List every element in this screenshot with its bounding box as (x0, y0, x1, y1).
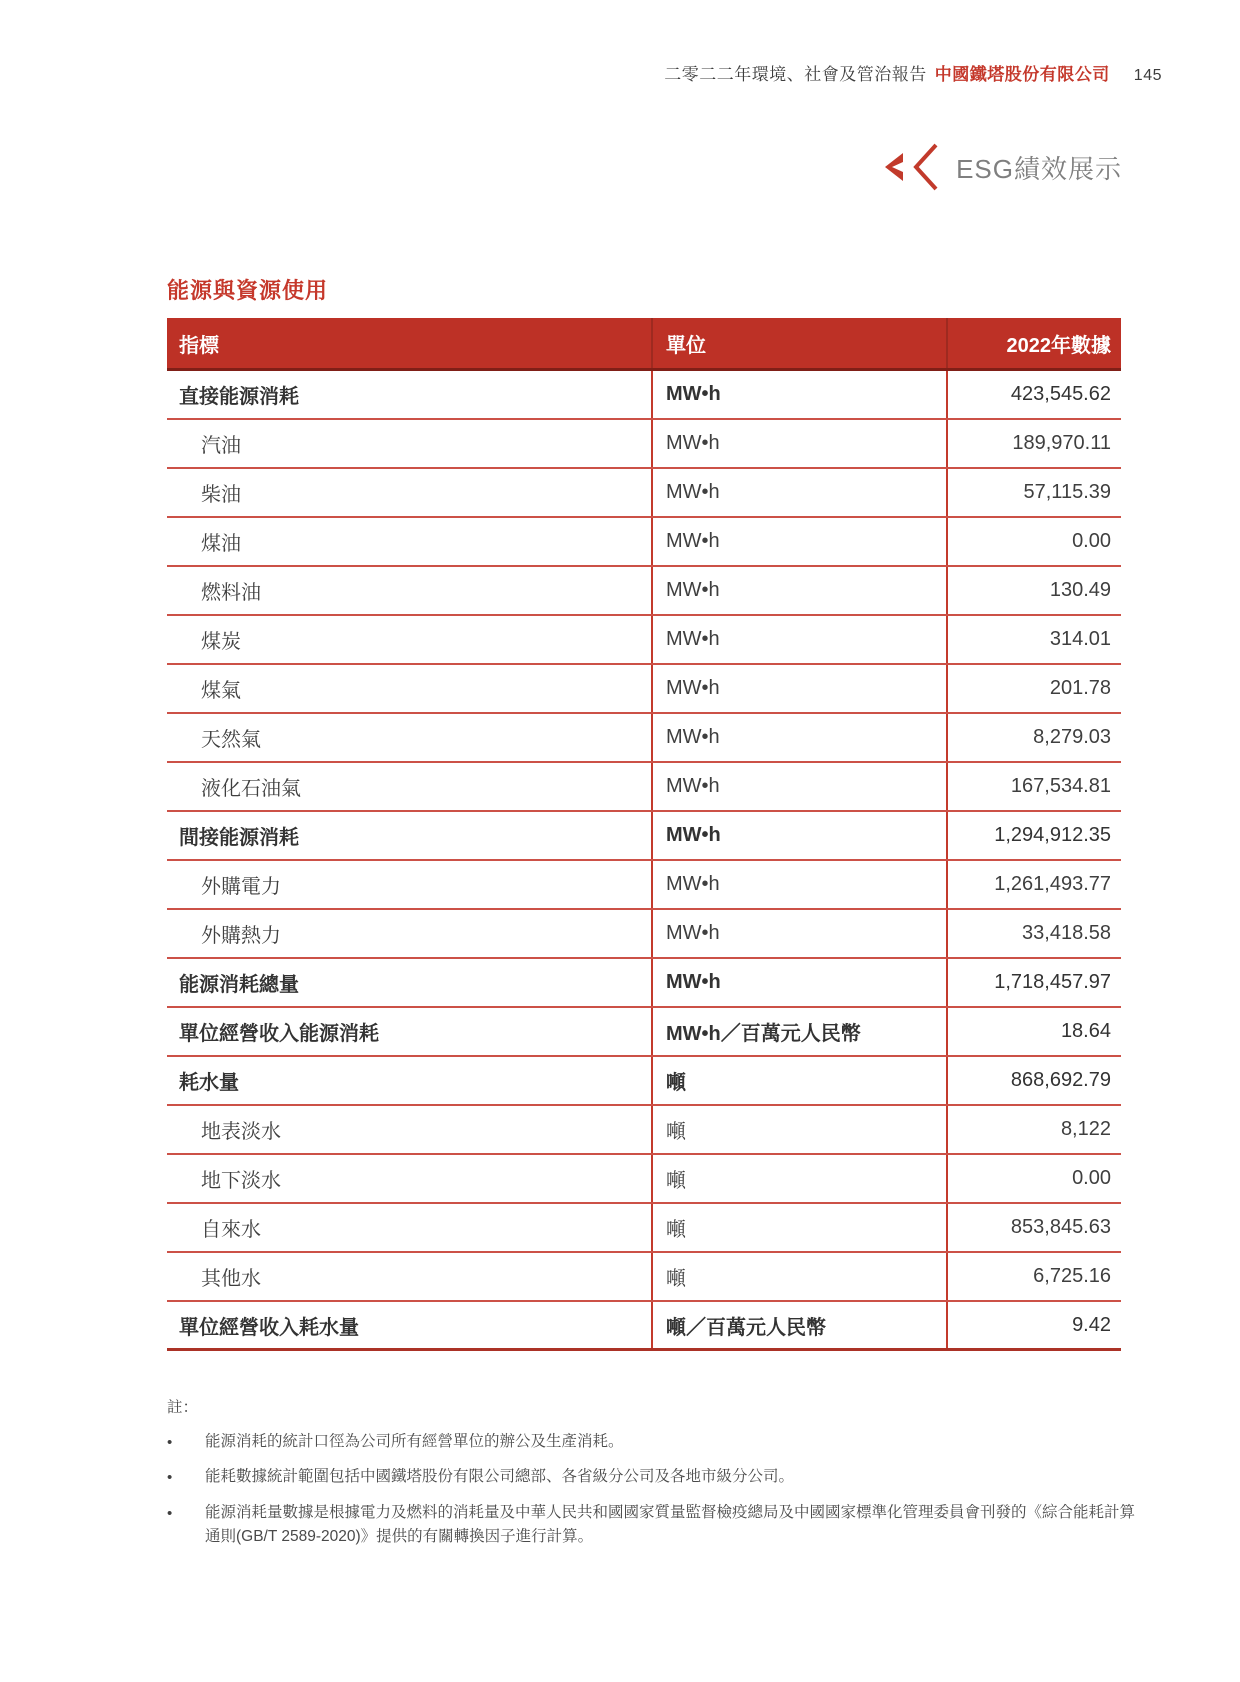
value-cell: 868,692.79 (946, 1057, 1121, 1104)
header-cell-unit: 單位 (651, 318, 946, 368)
value-cell: 314.01 (946, 616, 1121, 663)
indicator-cell: 汽油 (201, 435, 241, 457)
indicator-cell: 液化石油氣 (201, 778, 301, 800)
indicator-cell: 外購電力 (201, 876, 281, 898)
indicator-cell: 單位經營收入能源消耗 (179, 1023, 379, 1045)
table-row (167, 567, 1121, 616)
indicator-cell: 直接能源消耗 (179, 386, 299, 408)
indicator-cell: 天然氣 (201, 729, 261, 751)
table-row (167, 616, 1121, 665)
note-text: 能源消耗量數據是根據電力及燃料的消耗量及中華人民共和國國家質量監督檢疫總局及中國國家標準化管理委員會刊發的《綜合能耗計算通則(GB/T 2589-2020)》提供的有關轉換因子進行計算。 (205, 1503, 1136, 1545)
indicator-cell: 能源消耗總量 (179, 974, 299, 996)
value-cell: 423,545.62 (946, 371, 1121, 418)
indicator-cell: 單位經營收入耗水量 (179, 1316, 359, 1339)
table-row (167, 1204, 1121, 1253)
indicator-cell: 自來水 (201, 1219, 261, 1241)
report-title: 二零二二年環境、社會及管治報告 (664, 65, 927, 84)
unit-cell: MW•h (651, 910, 946, 957)
page-header (664, 60, 1162, 85)
unit-cell: MW•h (651, 959, 946, 1006)
table-row (167, 469, 1121, 518)
table-row (167, 665, 1121, 714)
bullet-icon: • (167, 1434, 173, 1452)
unit-cell: 噸 (651, 1106, 946, 1153)
note-text: 能源消耗的統計口徑為公司所有經營單位的辦公及生產消耗。 (205, 1433, 624, 1451)
unit-cell: 噸 (651, 1155, 946, 1202)
table-row (167, 812, 1121, 861)
unit-cell: MW•h (651, 812, 946, 859)
unit-cell: 噸 (651, 1057, 946, 1104)
unit-cell: MW•h (651, 763, 946, 810)
energy-resource-table (167, 318, 1121, 1351)
table-row (167, 861, 1121, 910)
value-cell: 0.00 (946, 1155, 1121, 1202)
bullet-icon: • (167, 1504, 173, 1522)
indicator-cell: 間接能源消耗 (179, 827, 299, 849)
table-row (167, 1106, 1121, 1155)
chevron-outline-left-icon (908, 142, 940, 192)
value-cell: 167,534.81 (946, 763, 1121, 810)
table-row (167, 1302, 1121, 1351)
header-cell-indicator: 指標 (179, 334, 219, 357)
unit-cell: MW•h (651, 420, 946, 467)
value-cell: 1,261,493.77 (946, 861, 1121, 908)
unit-cell: MW•h (651, 469, 946, 516)
value-cell: 8,122 (946, 1106, 1121, 1153)
note-text: 能耗數據統計範圍包括中國鐵塔股份有限公司總部、各省級分公司及各地市級分公司。 (205, 1468, 795, 1486)
unit-cell: 噸／百萬元人民幣 (651, 1302, 946, 1348)
value-cell: 0.00 (946, 518, 1121, 565)
value-cell: 189,970.11 (946, 420, 1121, 467)
table-row (167, 1057, 1121, 1106)
notes-label: 註： (167, 1399, 199, 1416)
notes-list (167, 1430, 1135, 1549)
table-header-row (167, 318, 1121, 371)
chevrons (882, 142, 940, 192)
indicator-cell: 煤氣 (201, 680, 241, 702)
value-cell: 1,294,912.35 (946, 812, 1121, 859)
value-cell: 18.64 (946, 1008, 1121, 1055)
note-item (167, 1430, 1135, 1454)
table-row (167, 910, 1121, 959)
unit-cell: MW•h (651, 665, 946, 712)
value-cell: 130.49 (946, 567, 1121, 614)
company-name: 中國鐵塔股份有限公司 (934, 65, 1110, 84)
bullet-icon: • (167, 1469, 173, 1487)
table-row (167, 371, 1121, 420)
note-item (167, 1501, 1135, 1549)
header-cell-2022-data: 2022年數據 (946, 318, 1121, 368)
table-body (167, 371, 1121, 1351)
unit-cell: MW•h (651, 567, 946, 614)
table-row (167, 714, 1121, 763)
value-cell: 853,845.63 (946, 1204, 1121, 1251)
indicator-cell: 其他水 (201, 1268, 261, 1290)
unit-cell: MW•h (651, 518, 946, 565)
value-cell: 8,279.03 (946, 714, 1121, 761)
unit-cell: MW•h (651, 616, 946, 663)
value-cell: 201.78 (946, 665, 1121, 712)
page-number: 145 (1133, 67, 1162, 84)
indicator-cell: 地表淡水 (201, 1121, 281, 1143)
table-row (167, 518, 1121, 567)
unit-cell: MW•h (651, 371, 946, 418)
value-cell: 33,418.58 (946, 910, 1121, 957)
table-row (167, 1008, 1121, 1057)
table-row (167, 420, 1121, 469)
value-cell: 6,725.16 (946, 1253, 1121, 1300)
indicator-cell: 外購熱力 (201, 925, 281, 947)
indicator-cell: 柴油 (201, 484, 241, 506)
note-item (167, 1465, 1135, 1489)
indicator-cell: 燃料油 (201, 582, 261, 604)
unit-cell: MW•h (651, 714, 946, 761)
table-row (167, 959, 1121, 1008)
value-cell: 1,718,457.97 (946, 959, 1121, 1006)
chevron-solid-left-icon (882, 150, 904, 184)
unit-cell: 噸 (651, 1253, 946, 1300)
unit-cell: MW•h／百萬元人民幣 (651, 1008, 946, 1055)
value-cell: 57,115.39 (946, 469, 1121, 516)
indicator-cell: 地下淡水 (201, 1170, 281, 1192)
section-title: 能源與資源使用 (167, 278, 329, 303)
value-cell: 9.42 (946, 1302, 1121, 1348)
unit-cell: 噸 (651, 1204, 946, 1251)
indicator-cell: 煤油 (201, 533, 241, 555)
esg-section-badge (882, 142, 1122, 192)
table-row (167, 763, 1121, 812)
indicator-cell: 耗水量 (179, 1072, 239, 1094)
table-row (167, 1155, 1121, 1204)
unit-cell: MW•h (651, 861, 946, 908)
esg-badge-label: ESG績效展示 (956, 153, 1122, 184)
table-row (167, 1253, 1121, 1302)
indicator-cell: 煤炭 (201, 631, 241, 653)
notes-section (167, 1396, 1135, 1560)
